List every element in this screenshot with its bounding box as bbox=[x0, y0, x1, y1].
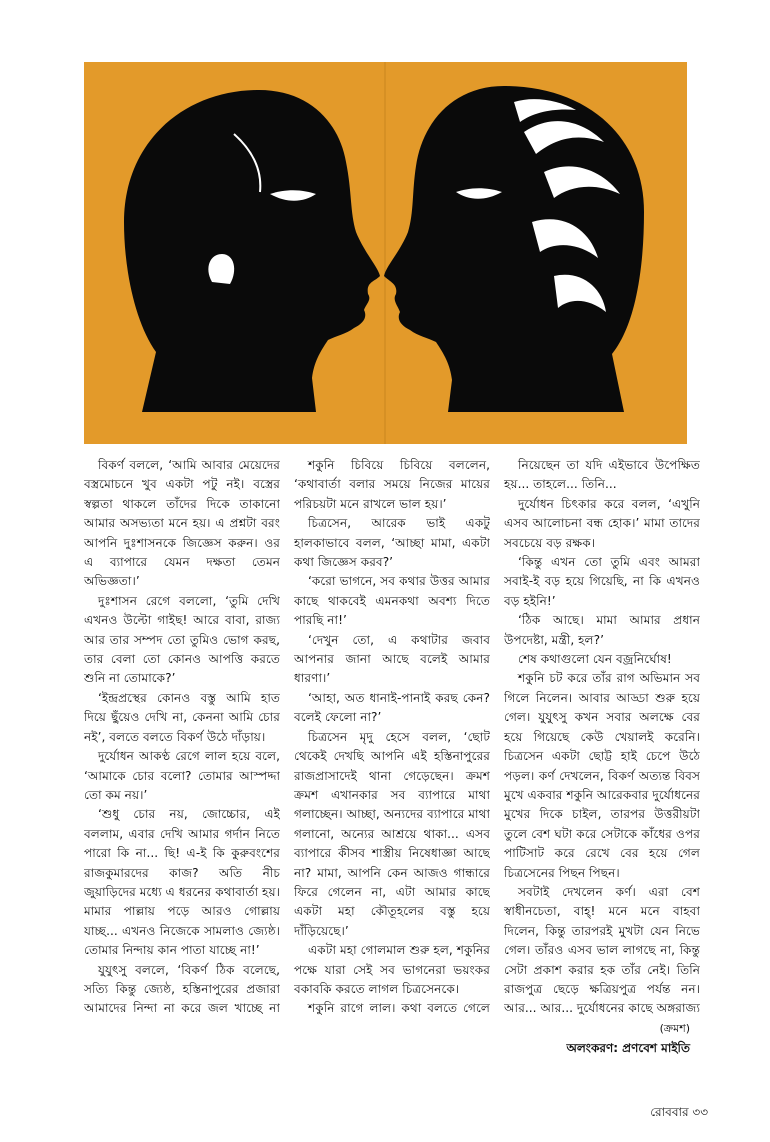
paragraph: যুযুৎসু বললে, ‘বিকর্ণ ঠিক বলেছে, সত্যি কিন্তু জ্যেষ্ঠ, হস্তিনাপুরের প্রজারা আমাদের নিন্দা না করে জল খাচ্ছে না bbox=[84, 962, 280, 1016]
paragraph: দুর্যোধন চিৎকার করে বলল, ‘এখুনি এসব আলোচনা বন্ধ হোক।’ মামা তাদের সবচেয়ে বড় রক্ষক। bbox=[504, 496, 700, 550]
paragraph: নিয়েছেন তা যদি এইভাবে উপেক্ষিত হয়... তাহলে... তিনি... bbox=[504, 458, 700, 492]
page-folio: রোববার ৩৩ bbox=[650, 1105, 708, 1119]
text-column-2 bbox=[294, 456, 490, 1016]
paragraph: শকুনি রাগে লাল। কথা বলতে গেলে bbox=[308, 1001, 490, 1016]
paragraph: শকুনি চট করে তাঁর রাগ অভিমান সব গিলে নিলেন। আবার আড্ডা শুরু হয়ে গেল। যুযুৎসু কখন সবার অলক্ষে বের হয়ে গিয়েছে কেউ খেয়ালই করেনি। চিত্রসেন একটা ছোট্ট হাই চেপে উঠে পড়ল। কর্ণ দেখলেন, বিকর্ণ অত্যন্ত বিবস মুখে একবার শকুনি আরেকবার দুর্যোধনের মুখের দিকে চাইল, তারপর উত্তরীয়টা তুলে বেশ ঘটা করে সেটাকে কাঁধের ওপর পাটিসাট করে রেখে বের হয়ে গেল চিত্রসেনের পিছন পিছন। bbox=[504, 671, 700, 880]
paragraph: ‘করো ভাগনে, সব কথার উত্তর আমার কাছে থাকবেই এমনকথা অবশ্য দিতে পারছি না!’ bbox=[294, 574, 490, 628]
paragraph: চিত্রসেন মৃদু হেসে বলল, ‘ছোট থেকেই দেখছি আপনি এই হস্তিনাপুরের রাজপ্রাসাদেই থানা গেড়েছেন। ক্রমশ ক্রমশ এখানকার সব ব্যাপারে মাথা গলাচ্ছেন। আচ্ছা, অন্যদের ব্যাপারে মাথা গলানো, অন্যের আশ্রয়ে থাকা... এসব ব্যাপারে কীসব শাস্ত্রীয় নিষেধাজ্ঞা আছে না? মামা, আপনি কেন আজও গান্ধারে ফিরে গেলেন না, এটা আমার কাছে একটা মহা কৌতূহলের বস্তু হয়ে দাঁড়িয়েছে।’ bbox=[294, 729, 490, 938]
paragraph: দুর্যোধন আকণ্ঠ রেগে লাল হয়ে বলে, ‘আমাকে চোর বলো? তোমার আস্পদ্দা তো কম নয়।’ bbox=[84, 749, 280, 802]
paragraph: ‘ঠিক আছে। মামা আমার প্রধান উপদেষ্টা, মন্ত্রী, হল?’ bbox=[504, 613, 700, 647]
paragraph: শেষ কথাগুলো যেন বজ্রনির্ঘোষ! bbox=[518, 652, 672, 667]
paragraph: চিত্রসেন, আরেক ভাই একটু হালকাভাবে বলল, ‘আচ্ছা মামা, একটা কথা জিজ্ঞেস করব?’ bbox=[294, 516, 490, 570]
text-column-1 bbox=[84, 456, 280, 1016]
two-facing-silhouette-heads-icon bbox=[84, 62, 687, 444]
illustration bbox=[84, 62, 687, 444]
paragraph: ‘দেখুন তো, এ কথাটার জবাব আপনার জানা আছে বলেই আমার ধারণা।’ bbox=[294, 632, 490, 686]
article-body bbox=[84, 456, 704, 1016]
paragraph: সবটাই দেখলেন কর্ণ। এরা বেশ স্বাধীনচেতা, বাহ্‌! মনে মনে বাহবা দিলেন, কিন্তু তারপরই মুখটা যেন নিভে গেল। তাঁরও এসব ভাল লাগছে না, কিন্তু সেটা প্রকাশ করার হক তাঁর নেই। তিনি রাজপুত্র ছেড়ে ক্ষত্রিয়পুত্র পর্যন্ত নন। আর... আর... দুর্যোধনের কাছে অঙ্গরাজ্য bbox=[504, 884, 700, 1016]
illustration-credit: অলংকরণ: প্রণবেশ মাইতি bbox=[566, 1041, 690, 1055]
continued-note: (ক্রমশ) bbox=[659, 1022, 690, 1035]
paragraph: দুঃশাসন রেগে বললো, ‘তুমি দেখি এখনও উল্টো গাইছ! আরে বাবা, রাজ্য আর তার সম্পদ তো তুমিও ভোগ করছ, তার বেলা তো কোনও আপত্তি করতে শুনি না তোমাকে?’ bbox=[84, 593, 280, 686]
paragraph: ‘কিন্তু এখন তো তুমি এবং আমরা সবাই-ই বড় হয়ে গিয়েছি, না কি এখনও বড় হইনি!’ bbox=[504, 555, 700, 608]
paragraph: শকুনি চিবিয়ে চিবিয়ে বললেন, ‘কথাবার্তা বলার সময়ে নিজের মায়ের পরিচয়টা মনে রাখলে ভাল হয়।’ bbox=[294, 458, 490, 511]
paragraph: একটা মহা গোলমাল শুরু হল, শকুনির পক্ষে যারা সেই সব ভাগনেরা ভয়ংকর বকাবকি করতে লাগল চিত্রসেনকে। bbox=[294, 943, 490, 996]
text-column-3 bbox=[504, 456, 700, 1016]
paragraph: ‘আহা, অত ধানাই-পানাই করছ কেন? বলেই ফেলো না?’ bbox=[294, 690, 490, 725]
paragraph: ‘ইন্দ্রপ্রস্থের কোনও বস্তু আমি হাত দিয়ে ছুঁয়েও দেখি না, কেননা আমি চোর নই’, বলতে বলতে বিকর্ণ উঠে দাঁড়ায়। bbox=[84, 690, 280, 744]
paragraph: ‘শুধু চোর নয়, জোচ্চোর, এই বললাম, এবার দেখি আমার গর্দান নিতে পারো কি না... ছি! এ-ই কি কুরুবংশের রাজকুমারদের কাজ? অতি নীচ জুয়াড়িদের মধ্যে এ ধরনের কথাবার্তা হয়। মামার পাল্লায় পড়ে আরও গোল্লায় যাচ্ছ... এখনও নিজেকে সামলাও জ্যেষ্ঠ। তোমার নিন্দায় কান পাতা যাচ্ছে না!’ bbox=[84, 807, 280, 958]
paragraph: বিকর্ণ বললে, ‘আমি আবার মেয়েদের বস্ত্রমোচনে খুব একটা পটু নই। বস্ত্রের স্বল্পতা থাকলে তাঁদের দিকে তাকানো আমার অসভ্যতা মনে হয়। এ প্রশ্নটা বরং আপনি দুঃশাসনকে জিজ্ঞেস করুন। ওর এ ব্যাপারে যেমন দক্ষতা তেমন অভিজ্ঞতা।’ bbox=[84, 458, 280, 589]
